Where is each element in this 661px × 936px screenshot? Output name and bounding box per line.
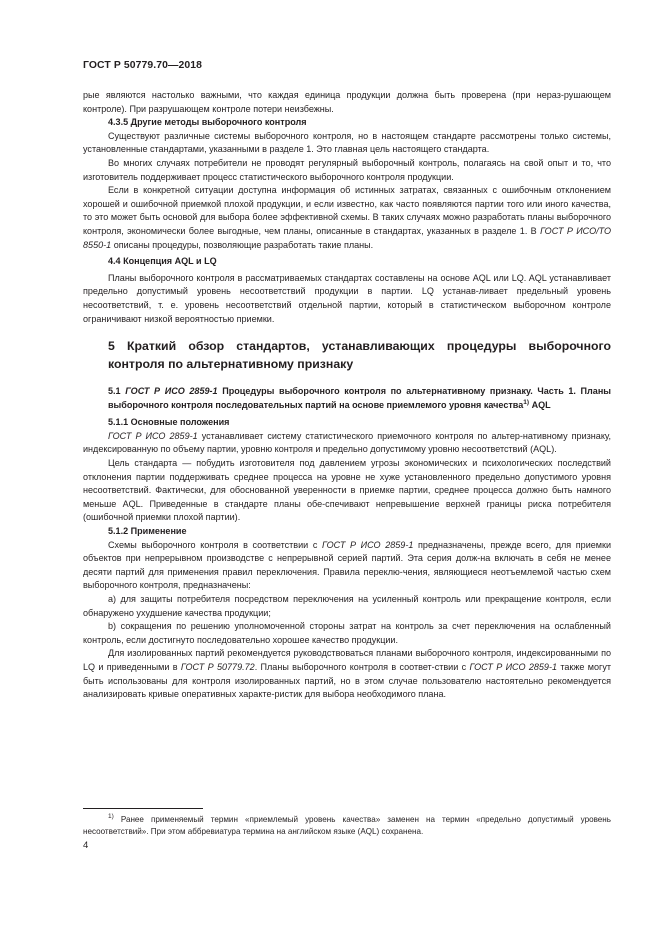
footnote-marker: 1)	[523, 398, 530, 406]
page-content	[83, 89, 611, 702]
list-item-a: a) для защиты потребителя посредством переключения на усиленный контроль или прекращение контроля, если обнаружено ухудшение качества продукции;	[83, 594, 611, 618]
standard-reference: ГОСТ Р ИСО 2859-1	[108, 430, 198, 441]
paragraph: Во многих случаях потребители не проводят регулярный выборочный контроль, полагаясь на свой опыт и то, что изготовитель поддерживает процесс статистического выборочного контроля продукции.	[83, 157, 611, 182]
page-header-standard: ГОСТ Р 50779.70—2018	[83, 60, 202, 71]
standard-reference: ГОСТ Р ИСО 2859-1	[469, 661, 558, 672]
standard-reference: ГОСТ Р 50779.72	[180, 661, 255, 672]
list-item-b: b) сокращения по решению уполномоченной стороны затрат на контроль за счет переключения на ослабленный контроль, если достигнуто последовательно хорошее качество продукции.	[83, 621, 611, 645]
paragraph: Планы выборочного контроля в рассматриваемых стандартах составлены на основе AQL или LQ. AQL устанавливает предельно допустимый уровень несоответствий продукции в партии. LQ устанав-ливает предельный уровень несоответствий, т. е. уровень несоответствий отдельной партии, который в статистическом выборочном контроле ограничивают низкой вероятностью приемки.	[83, 272, 611, 324]
section-5-1-heading: 5.1 ГОСТ Р ИСО 2859-1 Процедуры выборочного контроля по альтернативному признаку. Часть 1. Планы выборочного контроля последовательных партий на основе приемлемого уровня качества$^{1)}$ AQL	[108, 386, 612, 410]
standard-reference: ГОСТ Р ИСО/ТО 8550-1	[83, 225, 612, 250]
standard-reference: ГОСТ Р ИСО 2859-1	[321, 539, 414, 550]
section-4-3-5-heading: 4.3.5 Другие методы выборочного контроля	[108, 117, 307, 128]
paragraph: Существуют различные системы выборочного контроля, но в настоящем стандарте рассмотрены только системы, установленные стандартами, указанными в разделе 1. Это главная цель настоящего стандарта.	[83, 130, 611, 155]
section-5-1-2-heading: 5.1.2 Применение	[108, 526, 187, 537]
footnote: $^{1)}$ Ранее применяемый термин «приемлемый уровень качества» заменен на термин «предельно допустимый уровень несоответствий». При этом аббревиатура термина на английском языке (AQL) сохранена.	[83, 813, 611, 837]
paragraph: Схемы выборочного контроля в соответствии с ГОСТ Р ИСО 2859-1 предназначены, прежде всего, для приемки объектов при непрерывном производстве с непрерывной серией партий. Эта серия долж-на включать в себя не менее десяти партий для применения правил переключения. Правила переклю-чения, являющиеся неотъемлемой частью схем выборочного контроля, предназначены:	[83, 539, 612, 591]
footnote-divider	[83, 808, 203, 809]
paragraph: Цель стандарта — побудить изготовителя под давлением угрозы экономических и психологических последствий отклонения партии поддерживать среднее процесса на уровне не хуже установленного предельно допустимого уровня несоответствий. Фактически, для обоснованной уверенности в приемке партии, среднее процесса должно быть намного меньше AQL. Приведенные в стандарте планы обе-спечивают непревышение верхней границы риска потребителя (ошибочной приемки плохой партии).	[83, 458, 611, 523]
section-5-1-1-heading: 5.1.1 Основные положения	[108, 417, 230, 428]
page-number: 4	[83, 840, 89, 851]
section-4-4-heading: 4.4 Концепция AQL и LQ	[108, 256, 217, 267]
footnote-marker: 1)	[108, 813, 114, 820]
section-5-heading: 5 Краткий обзор стандартов, устанавливающих процедуры выборочного контроля по альтернативному признаку	[108, 339, 611, 371]
paragraph: Если в конкретной ситуации доступна информация об истинных затратах, связанных с ошибочным отклонением хорошей и ошибочной приемкой плохой продукции, и если известно, как часто появляются партии того или иного качества, то это может быть основой для выбора более эффективной схемы. В таких случаях можно разработать планы выборочного контроля, экономически более выгодные, чем планы, описанные в стандартах, указанных в разделе 1. В ГОСТ Р ИСО/ТО 8550-1 описаны процедуры, позволяющие разработать такие планы.	[83, 185, 612, 250]
standard-reference: ГОСТ Р ИСО 2859-1	[125, 386, 218, 397]
paragraph: ГОСТ Р ИСО 2859-1 устанавливает систему статистического приемочного контроля по альтер-нативному признаку, индексированную по объему партии, уровню контроля и предельно допустимому уровню несоответствий (AQL).	[83, 430, 612, 455]
continuation-paragraph: рые являются настолько важными, что каждая единица продукции должна быть проверена (при нераз-рушающем контроле). При разрушающем контроле потери неизбежны.	[83, 90, 611, 114]
paragraph: Для изолированных партий рекомендуется руководствоваться планами выборочного контроля, индексированными по LQ и приведенными в ГОСТ Р 50779.72. Планы выборочного контроля в соответ-ствии с ГОСТ Р ИСО 2859-1 также могут быть использованы для контроля изолированных партий, но в этом случае пользователю настоятельно рекомендуется анализировать кривые оперативных характе-ристик для выбора необходимого плана.	[83, 648, 612, 700]
